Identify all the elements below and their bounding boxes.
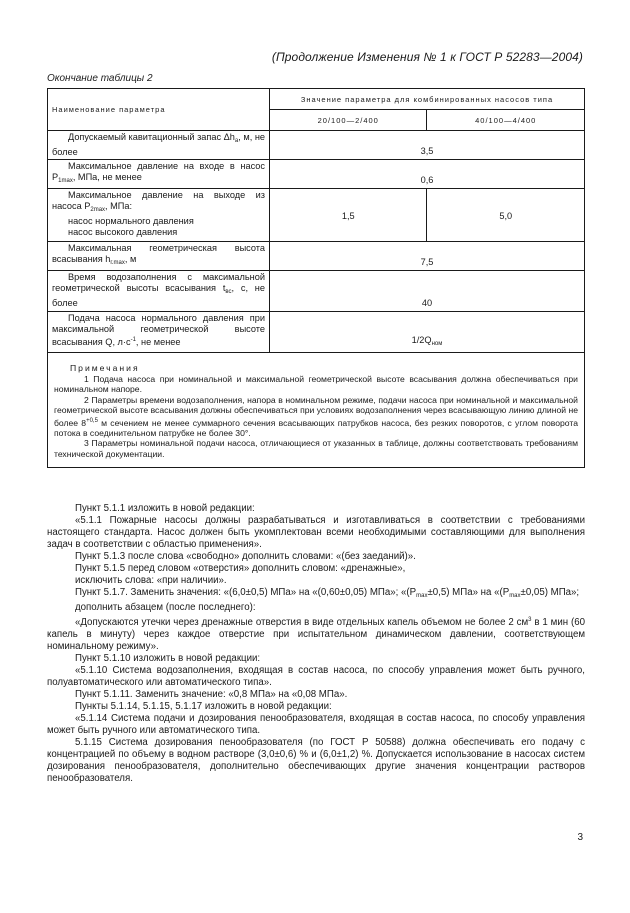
table-value: 7,5 bbox=[270, 242, 585, 271]
table-value: $1/2Q_{ном}$ bbox=[270, 312, 585, 353]
note-2: 2 Параметры времени водозаполнения, напора в номинальном режиме, подачи насоса при номинальной и максимальной геометрической высоте всасывания должны обеспечиваться при условиях водозаполнения через всасывающую линию длиной не более $8^{+0,5}$ м сечением не менее суммарного сечения всасывающих патрубков насоса, без резких поворотов, с углом поворота потока в соединительном патрубке не более 30°. bbox=[54, 394, 578, 438]
paragraph: Пункт 5.1.10 изложить в новой редакции: bbox=[75, 653, 261, 665]
table-caption: Окончание таблицы 2 bbox=[47, 73, 153, 84]
table-row: Время водозаполнения с максимальной геометрической высоты всасывания $t_{вс}$, с, не более 40 bbox=[48, 271, 585, 312]
notes-title: Примечания bbox=[70, 363, 140, 373]
paragraph: дополнить абзацем (после последнего): bbox=[75, 602, 256, 613]
table-row: Допускаемый кавитационный запас $\Delta h_а$, м, не более 3,5 bbox=[48, 131, 585, 160]
paragraph: исключить слова: «при наличии». bbox=[75, 575, 227, 586]
col-param-header: Наименование параметра bbox=[48, 89, 270, 131]
paragraph: Пункт 5.1.7. Заменить значения: «(6,0±0,5) МПа» на «(0,60±0,05) МПа»; «$(P_{max}\pm 0,5)$ МПа» на «$(P_{max}\pm 0,05)$ МПа»; bbox=[75, 587, 580, 599]
paragraph: Пункт 5.1.5 перед словом «отверстия» дополнить словом: «дренажные», bbox=[75, 563, 406, 574]
table-header-row bbox=[48, 89, 585, 110]
table-value: 0,6 bbox=[270, 160, 585, 189]
table-value: 3,5 bbox=[270, 131, 585, 160]
table-value: 5,0 bbox=[427, 189, 585, 242]
col-a-header: 20/100—2/400 bbox=[270, 110, 427, 131]
table-row: Максимальное давление на выходе из насоса $P_{2max}$, МПа: насос нормального давления насос высокого давления 1,5 5,0 bbox=[48, 189, 585, 242]
paragraph: Пункт 5.1.3 после слова «свободно» дополнить словами: «(без заеданий)». bbox=[75, 551, 416, 562]
table-row: Максимальное давление на входе в насос $P_{1max}$, МПа, не менее 0,6 bbox=[48, 160, 585, 189]
paragraph: 5.1.15 Система дозирования пенообразователя (по ГОСТ Р 50588) должна обеспечивать его подачу с концентрацией по объему в водном растворе (3,0±0,6) % и (6,0±1,2) %. Допускается использование в насосах систем дозирования пенообразователя, дополнительно обеспечивающих другие значения концентрации растворов пенообразователя. bbox=[47, 737, 585, 785]
paragraph: «5.1.10 Система водозаполнения, входящая в состав насоса, по способу управления может быть ручного, полуавтоматического или автоматического типа». bbox=[47, 665, 585, 689]
col-b-header: 40/100—4/400 bbox=[427, 110, 585, 131]
table-value: 1,5 bbox=[270, 189, 427, 242]
page-header: (Продолжение Изменения № 1 к ГОСТ Р 52283—2004) bbox=[271, 50, 583, 64]
paragraph: «5.1.14 Система подачи и дозирования пенообразователя, входящая в состав насоса, по способу управления может быть ручного или автоматического типа. bbox=[47, 713, 585, 737]
paragraph: Пункты 5.1.14, 5.1.15, 5.1.17 изложить в новой редакции: bbox=[75, 701, 332, 713]
table-notes bbox=[48, 353, 585, 468]
paragraph: «Допускаются утечки через дренажные отверстия в виде отдельных капель объемом не более 2 $см^3$ в 1 мин (60 капель в минуту) через каждое отверстие при испытательном динамическом давлении, соответствующем номинальному режиму». bbox=[47, 617, 585, 653]
table-row: Максимальная геометрическая высота всасывания $h_{г.max}$, м 7,5 bbox=[48, 242, 585, 271]
paragraph: Пункт 5.1.1 изложить в новой редакции: bbox=[75, 503, 255, 514]
paragraph: Пункт 5.1.11. Заменить значение: «0,8 МПа» на «0,08 МПа». bbox=[75, 689, 348, 701]
paragraph: «5.1.1 Пожарные насосы должны разрабатываться и изготавливаться в соответствии с требованиями настоящего стандарта. Насос должен быть укомплектован всеми необходимыми составляющими для выполнения задач в соответствии с областью применения». bbox=[47, 515, 585, 550]
table-value: 40 bbox=[270, 271, 585, 312]
page-number: 3 bbox=[577, 832, 583, 843]
col-value-header: Значение параметра для комбинированных насосов типа bbox=[270, 89, 585, 110]
body-text bbox=[47, 503, 585, 785]
table-row: Подача насоса нормального давления при максимальной геометрической высоте всасывания Q, $л\cdot с^{-1}$, не менее $1/2Q_{ном}$ bbox=[48, 312, 585, 353]
parameters-table bbox=[47, 88, 585, 468]
note-1: 1 Подача насоса при номинальной и максимальной геометрической высоте всасывания должна обеспечиваться при номинальном напоре. bbox=[54, 373, 578, 394]
note-3: 3 Параметры номинальной подачи насоса, отличающиеся от указанных в таблице, должны соответствовать требованиям технической документации. bbox=[54, 438, 578, 459]
table-notes-row bbox=[48, 353, 585, 468]
